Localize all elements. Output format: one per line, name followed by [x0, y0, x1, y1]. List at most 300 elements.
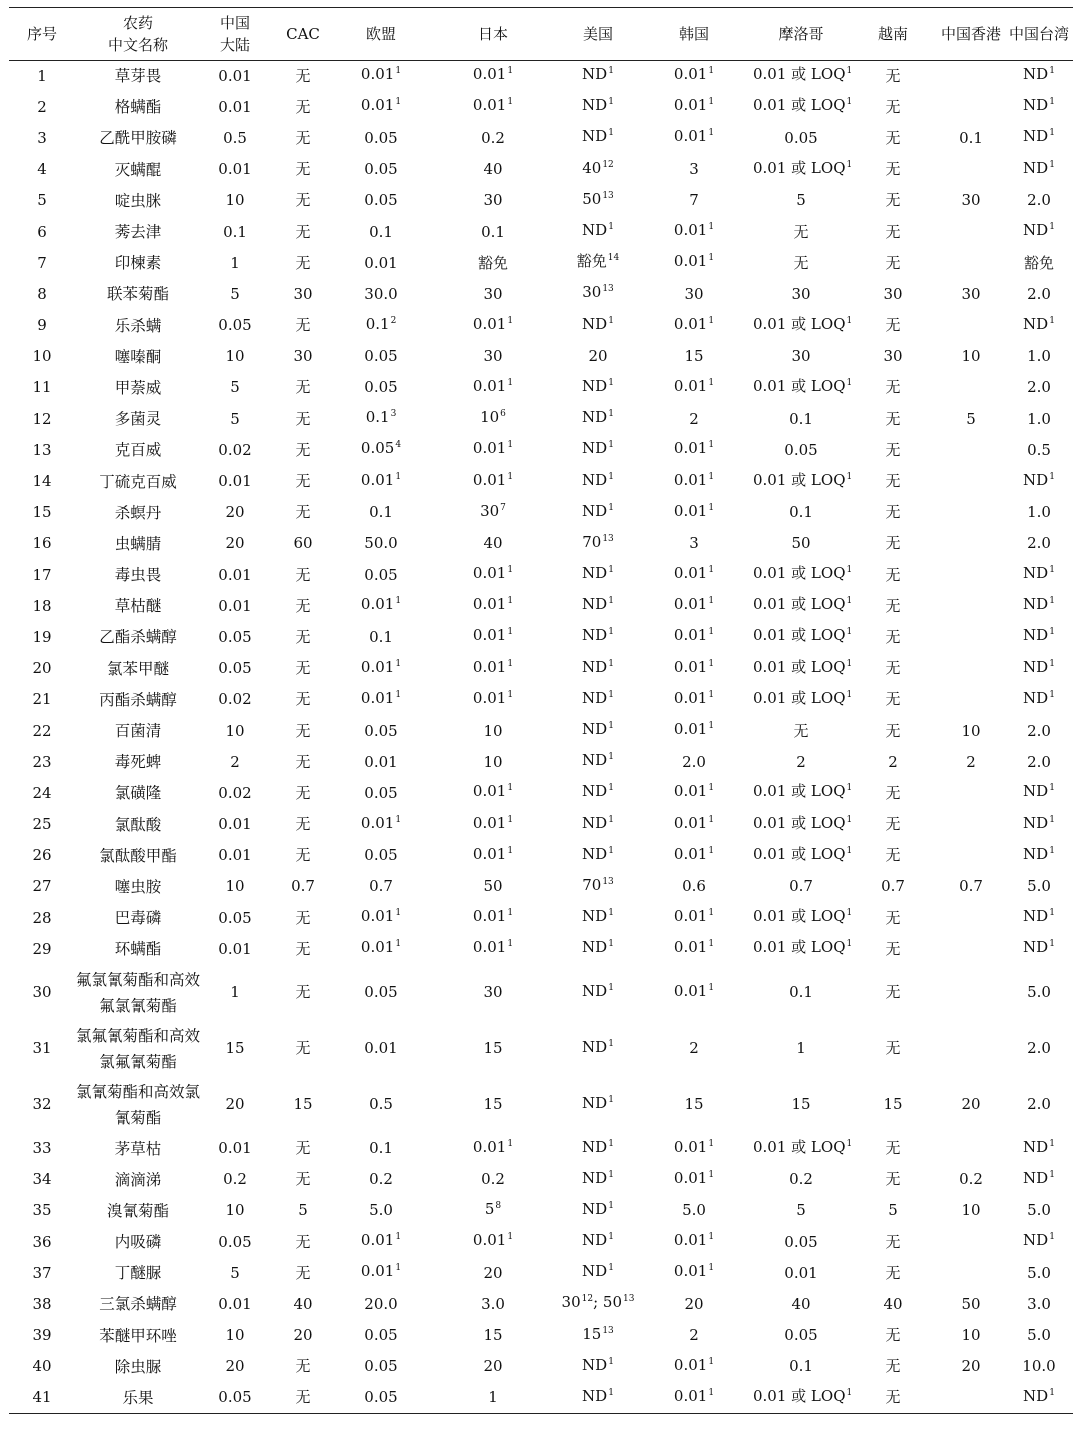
col-eu-cell: 0.01	[364, 1039, 398, 1058]
col-name-cell: 氟氯氰菊酯和高效氟氯氰菊酯	[75, 970, 200, 1015]
col-korea-cell: 0.01$^1$	[673, 657, 715, 676]
table-row	[9, 528, 1073, 559]
table-row	[9, 1227, 1073, 1258]
col-name-cell: 甲萘威	[114, 378, 162, 397]
col-vietnam-cell: 无	[885, 721, 901, 740]
col-korea-cell: 15	[684, 1095, 704, 1114]
col-cac-cell: 无	[295, 690, 311, 709]
col-cac-cell: 无	[295, 1039, 311, 1058]
col-taiwan-cell: 5.0	[1027, 1326, 1051, 1345]
col-taiwan-cell: 2.0	[1027, 534, 1051, 553]
col-usa-cell: $ND^1$	[561, 1382, 635, 1413]
col-japan-cell: 0.01$^1$	[472, 813, 514, 832]
col-morocco-cell: 0.01 或 LOQ$^1$	[753, 470, 853, 489]
col-taiwan-cell: $ND^1$	[1023, 564, 1055, 583]
col-vietnam-cell: 无	[885, 378, 901, 397]
col-eu-cell: 0.01$^1$	[360, 938, 402, 957]
col-korea-cell: 0.01$^1$	[673, 688, 715, 707]
col-china-mainland-cell: 0.05	[218, 316, 252, 335]
col-eu-cell: 0.01	[364, 752, 398, 771]
col-china-mainland-cell: 0.05	[218, 659, 252, 678]
col-japan-cell: 0.01$^1$	[472, 564, 514, 583]
table-row	[9, 1320, 1073, 1351]
col-no-cell: 20	[32, 659, 52, 678]
table-row	[9, 1077, 1073, 1133]
table-row	[9, 341, 1073, 372]
col-eu-cell: 20.0	[364, 1294, 398, 1313]
col-usa-cell: $ND^1$	[582, 626, 614, 645]
col-taiwan-cell: $ND^1$	[1023, 907, 1055, 926]
col-eu-cell: 0.01$^1$	[360, 1262, 402, 1281]
col-no-cell: 2	[37, 97, 47, 116]
col-name-cell: 噻嗪酮	[114, 347, 162, 366]
col-vietnam-cell: 无	[885, 908, 901, 927]
col-taiwan-cell: $ND^1$	[1023, 813, 1055, 832]
col-no-cell: 36	[32, 1232, 52, 1251]
col-japan-cell: 15	[483, 1326, 503, 1345]
col-taiwan-cell: $ND^1$	[1023, 657, 1055, 676]
col-no-cell: 22	[32, 721, 52, 740]
col-name-cell: 溴氰菊酯	[106, 1201, 169, 1220]
table-row	[9, 1289, 1073, 1320]
col-hongkong-cell	[937, 435, 1005, 466]
col-name-cell: 杀螟丹	[114, 503, 162, 522]
col-korea-cell: 0.01$^1$	[673, 439, 715, 458]
col-eu-cell: 0.05	[364, 783, 398, 802]
col-usa-cell: $ND^1$	[582, 501, 614, 520]
col-no-cell: 38	[32, 1294, 52, 1313]
col-usa-cell: $ND^1$	[582, 376, 614, 395]
header-col-china-mainland: 中国 大陆	[201, 8, 269, 61]
col-japan-cell: 0.01$^1$	[472, 688, 514, 707]
col-china-mainland-cell: 1	[230, 253, 240, 272]
col-taiwan-cell: $ND^1$	[1023, 626, 1055, 645]
col-china-mainland-cell: 0.01	[218, 1294, 252, 1313]
col-china-mainland-cell: 0.05	[201, 1382, 269, 1413]
col-hongkong-cell: 10	[961, 347, 981, 366]
col-morocco-cell: 15	[791, 1095, 811, 1114]
col-name-cell: 灭螨醌	[114, 160, 162, 179]
col-korea-cell: 0.6	[682, 877, 706, 896]
col-morocco-cell: 0.01 或 LOQ$^1$	[753, 1137, 853, 1156]
col-usa-cell: $70^{13}$	[582, 875, 614, 894]
header-col-japan: 日本	[425, 8, 561, 61]
col-korea-cell: 0.01$^1$	[673, 907, 715, 926]
col-china-mainland-cell: 0.1	[223, 222, 247, 241]
col-korea-cell: 0.01$^1$	[673, 595, 715, 614]
col-hongkong-cell	[937, 61, 1005, 92]
col-japan-cell: 0.01$^1$	[472, 439, 514, 458]
col-eu-cell: 0.01$^1$	[360, 595, 402, 614]
table-row	[9, 404, 1073, 435]
header-row	[9, 8, 1073, 61]
col-korea-cell: 2	[689, 409, 699, 428]
col-usa-cell: $ND^1$	[582, 1199, 614, 1218]
col-eu-cell: 0.05	[364, 378, 398, 397]
col-china-mainland-cell: 10	[225, 1326, 245, 1345]
col-china-mainland-cell: 10	[225, 721, 245, 740]
col-japan-cell: 0.1	[481, 222, 505, 241]
col-china-mainland-cell: 0.01	[218, 565, 252, 584]
col-no-cell: 34	[32, 1170, 52, 1189]
col-hongkong-cell: 0.7	[959, 877, 983, 896]
col-no-cell: 3	[37, 128, 47, 147]
col-korea-cell: 3	[689, 534, 699, 553]
col-no-cell: 40	[32, 1357, 52, 1376]
col-china-mainland-cell: 10	[225, 347, 245, 366]
col-eu-cell: 0.05	[364, 347, 398, 366]
col-taiwan-cell: $ND^1$	[1023, 595, 1055, 614]
col-korea-cell: 5.0	[682, 1201, 706, 1220]
col-vietnam-cell: 无	[885, 815, 901, 834]
col-japan-cell: 40	[483, 160, 503, 179]
table-row	[9, 1195, 1073, 1226]
col-korea-cell: 0.01$^1$	[673, 65, 715, 84]
table-row	[9, 1021, 1073, 1077]
col-vietnam-cell: 无	[885, 983, 901, 1002]
col-china-mainland-cell: 0.02	[218, 440, 252, 459]
table-row	[9, 154, 1073, 185]
col-name-cell: 丙酯杀螨醇	[99, 690, 177, 709]
col-china-mainland-cell: 10	[225, 1201, 245, 1220]
col-taiwan-cell: $ND^1$	[1023, 1137, 1055, 1156]
header-col-hongkong: 中国香港	[937, 8, 1005, 61]
col-name-cell: 啶虫脒	[114, 191, 162, 210]
col-japan-cell: 0.01$^1$	[472, 96, 514, 115]
col-usa-cell: $ND^1$	[582, 813, 614, 832]
col-morocco-cell: 0.05	[784, 1326, 818, 1345]
col-korea-cell: 0.01$^1$	[673, 252, 715, 271]
col-vietnam-cell: 无	[885, 627, 901, 646]
table-row	[9, 1133, 1073, 1164]
col-usa-cell: $ND^1$	[582, 907, 614, 926]
col-no-cell: 10	[32, 347, 52, 366]
col-usa-cell: $ND^1$	[582, 470, 614, 489]
col-morocco-cell: 0.01 或 LOQ$^1$	[753, 844, 853, 863]
col-japan-cell: 10	[483, 752, 503, 771]
header-col-vietnam: 越南	[849, 8, 937, 61]
col-name-cell: 毒虫畏	[114, 566, 162, 585]
col-morocco-cell: 40	[791, 1294, 811, 1313]
col-taiwan-cell: 2.0	[1027, 378, 1051, 397]
col-hongkong-cell	[937, 591, 1005, 622]
col-vietnam-cell: 无	[885, 939, 901, 958]
col-usa-cell: 20	[588, 347, 608, 366]
col-korea-cell: 15	[684, 347, 704, 366]
table-row	[9, 684, 1073, 715]
col-korea-cell: 3	[689, 160, 699, 179]
col-hongkong-cell: 10	[961, 1201, 981, 1220]
col-taiwan-cell: 2.0	[1027, 1095, 1051, 1114]
col-taiwan-cell: 2.0	[1027, 752, 1051, 771]
col-eu-cell: 0.7	[369, 877, 393, 896]
col-vietnam-cell: 无	[885, 1232, 901, 1251]
col-morocco-cell: 0.01	[784, 1263, 818, 1282]
col-korea-cell: 30	[684, 284, 704, 303]
col-name-cell: 除虫脲	[114, 1357, 162, 1376]
col-usa-cell: $ND^1$	[582, 981, 614, 1000]
col-taiwan-cell: $ND^1$	[1023, 844, 1055, 863]
col-taiwan-cell: $ND^1$	[1023, 314, 1055, 333]
col-usa-cell: $ND^1$	[582, 844, 614, 863]
col-japan-cell: 0.2	[481, 128, 505, 147]
col-taiwan-cell: 2.0	[1027, 1039, 1051, 1058]
col-cac-cell: 无	[295, 752, 311, 771]
col-taiwan-cell: $ND^1$	[1023, 127, 1055, 146]
col-morocco-cell: 5	[796, 191, 806, 210]
col-japan-cell: 20	[483, 1263, 503, 1282]
col-no-cell: 9	[37, 316, 47, 335]
col-taiwan-cell: $ND^1$	[1005, 1382, 1073, 1413]
col-korea-cell: 0.01$^1$	[673, 938, 715, 957]
col-cac-cell: 无	[295, 253, 311, 272]
pesticide-mrl-table	[9, 7, 1073, 1414]
table-row	[9, 92, 1073, 123]
col-name-cell: 联苯菊酯	[106, 285, 169, 304]
col-no-cell: 16	[32, 534, 52, 553]
col-japan-cell: $10^6$	[480, 408, 506, 427]
col-china-mainland-cell: 0.02	[218, 690, 252, 709]
col-usa-cell: $ND^1$	[582, 564, 614, 583]
col-morocco-cell: 无	[793, 721, 809, 740]
col-eu-cell: $0.1^3$	[365, 408, 397, 427]
col-name-cell: 内吸磷	[114, 1233, 162, 1252]
col-name-cell: 草枯醚	[114, 597, 162, 616]
col-no-cell: 5	[37, 191, 47, 210]
col-usa-cell: $ND^1$	[582, 1093, 614, 1112]
col-vietnam-cell: 5	[888, 1201, 898, 1220]
col-hongkong-cell: 5	[966, 409, 976, 428]
col-hongkong-cell	[937, 840, 1005, 871]
col-no-cell: 30	[32, 983, 52, 1002]
col-cac-cell: 无	[295, 97, 311, 116]
col-morocco-cell: 0.05	[784, 1232, 818, 1251]
col-eu-cell: 0.05	[364, 128, 398, 147]
col-usa-cell: $40^{12}$	[582, 158, 614, 177]
col-china-mainland-cell: 10	[225, 877, 245, 896]
col-japan-cell: 0.01$^1$	[472, 782, 514, 801]
col-no-cell: 1	[37, 66, 47, 85]
col-no-cell: 24	[32, 783, 52, 802]
col-hongkong-cell	[937, 372, 1005, 403]
col-morocco-cell: 0.01 或 LOQ$^1$	[753, 376, 853, 395]
col-taiwan-cell: 5.0	[1027, 1201, 1051, 1220]
col-china-mainland-cell: 10	[225, 191, 245, 210]
col-name-cell: 乐果	[75, 1382, 201, 1413]
col-taiwan-cell: $ND^1$	[1023, 782, 1055, 801]
col-name-cell: 丁醚脲	[114, 1264, 162, 1283]
col-vietnam-cell: 无	[885, 66, 901, 85]
col-no-cell: 13	[32, 440, 52, 459]
col-morocco-cell: 0.01 或 LOQ$^1$	[753, 813, 853, 832]
col-usa-cell: $ND^1$	[582, 782, 614, 801]
col-japan-cell: 0.01$^1$	[472, 376, 514, 395]
col-hongkong-cell	[937, 684, 1005, 715]
col-usa-cell: $ND^1$	[582, 938, 614, 957]
col-name-cell: 印楝素	[114, 254, 162, 273]
col-hongkong-cell	[937, 560, 1005, 591]
col-vietnam-cell: 15	[883, 1095, 903, 1114]
col-korea-cell: 0.01$^1$	[673, 1262, 715, 1281]
col-cac-cell: 20	[293, 1326, 313, 1345]
col-china-mainland-cell: 2	[230, 752, 240, 771]
col-no-cell: 28	[32, 908, 52, 927]
table-row	[9, 123, 1073, 154]
col-morocco-cell: 0.01 或 LOQ$^1$	[753, 907, 853, 926]
col-korea-cell: 0.01$^1$	[673, 844, 715, 863]
col-china-mainland-cell: 0.01	[218, 846, 252, 865]
col-eu-cell: 30.0	[364, 284, 398, 303]
col-vietnam-cell: 无	[885, 97, 901, 116]
col-japan-cell: 30	[483, 191, 503, 210]
col-eu-cell: 0.05	[364, 1326, 398, 1345]
col-cac-cell: 40	[293, 1294, 313, 1313]
col-china-mainland-cell: 15	[225, 1039, 245, 1058]
table-row	[9, 372, 1073, 403]
col-japan-cell: 15	[483, 1039, 503, 1058]
col-vietnam-cell: 40	[883, 1294, 903, 1313]
table-header	[9, 8, 1073, 61]
col-cac-cell: 60	[293, 534, 313, 553]
col-morocco-cell: 0.01 或 LOQ$^1$	[753, 158, 853, 177]
col-name-cell: 三氯杀螨醇	[99, 1295, 177, 1314]
col-name-cell: 氯氰菊酯和高效氯氰菊酯	[75, 1082, 200, 1127]
col-korea-cell: 0.01$^1$	[673, 501, 715, 520]
col-cac-cell: 0.7	[291, 877, 315, 896]
col-cac-cell: 30	[293, 347, 313, 366]
header-col-usa: 美国	[561, 8, 635, 61]
col-hongkong-cell: 0.2	[959, 1170, 983, 1189]
col-name-cell: 氯酞酸甲酯	[99, 846, 177, 865]
col-japan-cell: 豁免	[477, 253, 508, 272]
col-japan-cell: 40	[483, 534, 503, 553]
col-eu-cell: 0.01$^1$	[360, 470, 402, 489]
col-cac-cell: 无	[295, 378, 311, 397]
col-vietnam-cell: 无	[885, 160, 901, 179]
col-taiwan-cell: $ND^1$	[1023, 1168, 1055, 1187]
col-morocco-cell: 0.01 或 LOQ$^1$	[753, 314, 853, 333]
col-hongkong-cell	[937, 497, 1005, 528]
header-col-morocco: 摩洛哥	[753, 8, 849, 61]
table-row	[9, 61, 1073, 92]
table-row	[9, 903, 1073, 934]
col-korea-cell: 0.01$^1$	[673, 221, 715, 240]
col-name-cell: 百菌清	[114, 722, 162, 741]
col-cac-cell: 无	[295, 565, 311, 584]
col-china-mainland-cell: 0.02	[218, 783, 252, 802]
col-hongkong-cell	[937, 154, 1005, 185]
col-japan-cell: 10	[483, 721, 503, 740]
col-usa-cell: 豁免$^{14}$	[576, 252, 620, 271]
col-japan-cell: 0.01$^1$	[472, 65, 514, 84]
col-morocco-cell: 0.1	[789, 983, 813, 1002]
col-hongkong-cell: 10	[961, 1326, 981, 1345]
col-usa-cell: $15^{13}$	[582, 1324, 614, 1343]
col-morocco-cell: 0.01 或 LOQ$^1$	[753, 626, 853, 645]
col-china-mainland-cell: 0.01	[218, 1139, 252, 1158]
col-morocco-cell: 5	[796, 1201, 806, 1220]
col-morocco-cell: 0.01 或 LOQ$^1$	[753, 1382, 849, 1413]
col-usa-cell: $ND^1$	[582, 314, 614, 333]
col-usa-cell: $70^{13}$	[582, 532, 614, 551]
col-japan-cell: 30	[483, 284, 503, 303]
col-hongkong-cell	[937, 528, 1005, 559]
col-japan-cell: 30	[483, 347, 503, 366]
col-japan-cell: 30	[483, 983, 503, 1002]
col-taiwan-cell: 2.0	[1027, 284, 1051, 303]
col-vietnam-cell: 30	[883, 284, 903, 303]
table-row	[9, 466, 1073, 497]
col-no-cell: 4	[37, 160, 47, 179]
col-no-cell: 8	[37, 284, 47, 303]
col-vietnam-cell: 0.7	[881, 877, 905, 896]
col-name-cell: 乙酰甲胺磷	[99, 129, 177, 148]
col-no-cell: 21	[32, 690, 52, 709]
table-row	[9, 591, 1073, 622]
col-hongkong-cell	[937, 903, 1005, 934]
col-taiwan-cell: $ND^1$	[1023, 470, 1055, 489]
col-cac-cell: 无	[295, 983, 311, 1002]
table-row	[9, 1258, 1073, 1289]
col-usa-cell: $ND^1$	[582, 657, 614, 676]
col-vietnam-cell: 无	[885, 191, 901, 210]
table-row	[9, 1164, 1073, 1195]
col-china-mainland-cell: 0.01	[218, 815, 252, 834]
col-japan-cell: 0.01$^1$	[472, 470, 514, 489]
col-eu-cell: 0.1	[369, 1139, 393, 1158]
col-hongkong-cell	[937, 622, 1005, 653]
residue-limits-table-container	[9, 7, 1073, 1414]
col-korea-cell: 0.01$^1$	[673, 981, 715, 1000]
col-vietnam-cell: 无	[885, 1326, 901, 1345]
col-cac-cell: 无	[295, 846, 311, 865]
col-hongkong-cell	[937, 1382, 1005, 1413]
col-eu-cell: 0.05	[337, 1382, 425, 1413]
col-hongkong-cell	[937, 216, 1005, 247]
col-usa-cell: $ND^1$	[582, 1037, 614, 1056]
col-china-mainland-cell: 0.01	[218, 939, 252, 958]
col-name-cell: 乐杀螨	[114, 316, 162, 335]
col-china-mainland-cell: 0.01	[218, 472, 252, 491]
col-eu-cell: 0.01$^1$	[360, 688, 402, 707]
col-hongkong-cell	[937, 653, 1005, 684]
col-cac-cell: 无	[295, 659, 311, 678]
col-morocco-cell: 2	[796, 752, 806, 771]
col-taiwan-cell: $ND^1$	[1023, 688, 1055, 707]
col-china-mainland-cell: 0.2	[223, 1170, 247, 1189]
col-usa-cell: $ND^1$	[582, 720, 614, 739]
col-morocco-cell: 0.7	[789, 877, 813, 896]
col-no-cell: 41	[9, 1382, 75, 1413]
col-cac-cell: 5	[298, 1201, 308, 1220]
header-col-no: 序号	[9, 8, 75, 61]
col-usa-cell: $ND^1$	[582, 1168, 614, 1187]
col-name-cell: 氯酞酸	[114, 815, 162, 834]
col-usa-cell: $30^{12}$; $50^{13}$	[561, 1293, 635, 1312]
col-korea-cell: 0.01$^1$	[635, 1382, 753, 1413]
col-japan-cell: 3.0	[481, 1294, 505, 1313]
col-japan-cell: 20	[483, 1357, 503, 1376]
col-korea-cell: 0.01$^1$	[673, 1355, 715, 1374]
col-korea-cell: 0.01$^1$	[673, 1168, 715, 1187]
col-cac-cell: 无	[295, 1263, 311, 1282]
col-name-cell: 多菌灵	[114, 410, 162, 429]
col-no-cell: 27	[32, 877, 52, 896]
col-eu-cell: 0.01$^1$	[360, 65, 402, 84]
col-usa-cell: $ND^1$	[582, 65, 614, 84]
table-row	[9, 1351, 1073, 1382]
table-row	[9, 965, 1073, 1021]
